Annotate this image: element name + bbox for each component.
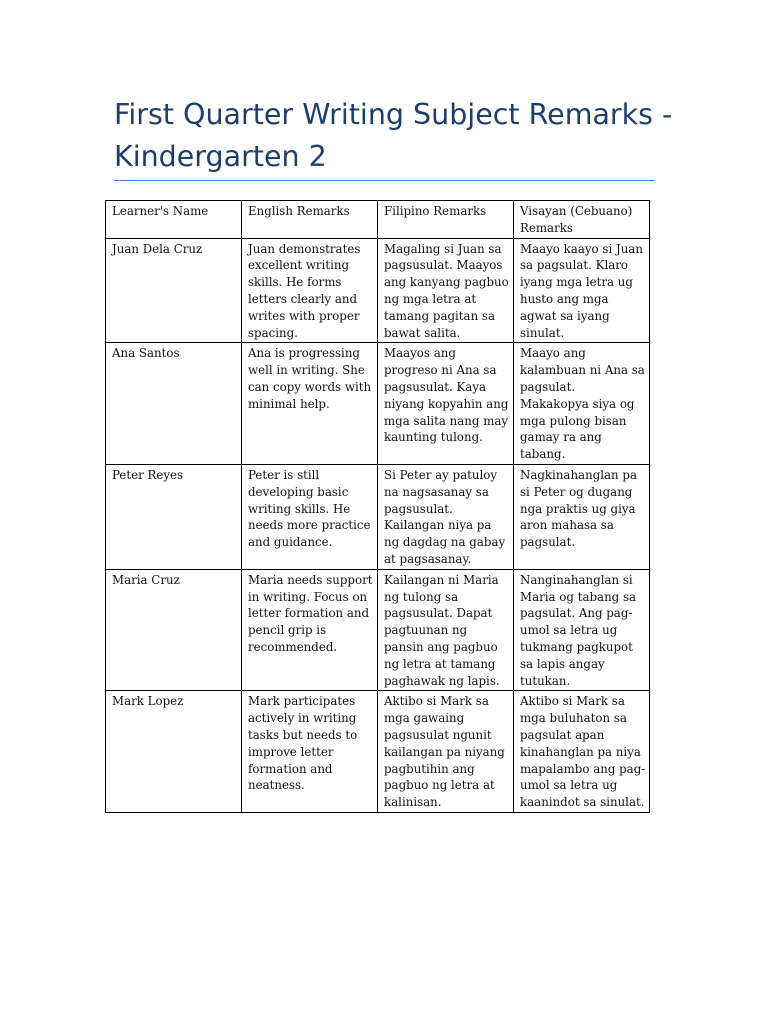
filipino-remarks-cell: Maayos ang progreso ni Ana sa pagsusulat. Kaya niyang kopyahin ang mga salita nang may kaunting tulong.: [378, 343, 514, 465]
filipino-remarks-cell: Magaling si Juan sa pagsusulat. Maayos ang kanyang pagbuo ng mga letra at tamang pagitan sa bawat salita.: [378, 238, 514, 343]
learner-name-cell: Maria Cruz: [106, 569, 242, 691]
header-visayan-remarks: Visayan (Cebuano) Remarks: [514, 201, 650, 239]
header-english-remarks: English Remarks: [242, 201, 378, 239]
filipino-remarks-cell: Si Peter ay patuloy na nagsasanay sa pagsusulat. Kailangan niya pa ng dagdag na gabay at pagsasanay.: [378, 464, 514, 569]
learner-name-cell: Mark Lopez: [106, 691, 242, 813]
english-remarks-cell: Maria needs support in writing. Focus on letter formation and pencil grip is recommended.: [242, 569, 378, 691]
learner-name-cell: Peter Reyes: [106, 464, 242, 569]
english-remarks-cell: Peter is still developing basic writing skills. He needs more practice and guidance.: [242, 464, 378, 569]
filipino-remarks-cell: Kailangan ni Maria ng tulong sa pagsusulat. Dapat pagtuunan ng pansin ang pagbuo ng letra at tamang paghawak ng lapis.: [378, 569, 514, 691]
english-remarks-cell: Juan demonstrates excellent writing skills. He forms letters clearly and writes with proper spacing.: [242, 238, 378, 343]
table-row: [106, 691, 650, 813]
table-row: [106, 343, 650, 465]
remarks-table: [105, 200, 650, 813]
learner-name-cell: Juan Dela Cruz: [106, 238, 242, 343]
table-row: [106, 464, 650, 569]
visayan-remarks-cell: Maayo kaayo si Juan sa pagsulat. Klaro iyang mga letra ug husto ang mga agwat sa iyang sinulat.: [514, 238, 650, 343]
table-header-row: [106, 201, 650, 239]
visayan-remarks-cell: Aktibo si Mark sa mga buluhaton sa pagsulat apan kinahanglan pa niya mapalambo ang pag-umol sa letra ug kaanindot sa sinulat.: [514, 691, 650, 813]
visayan-remarks-cell: Nanginahanglan si Maria og tabang sa pagsulat. Ang pag-umol sa letra ug tukmang pagkupot sa lapis angay tutukan.: [514, 569, 650, 691]
visayan-remarks-cell: Maayo ang kalambuan ni Ana sa pagsulat. Makakopya siya og mga pulong bisan gamay ra ang tabang.: [514, 343, 650, 465]
header-learners-name: Learner's Name: [106, 201, 242, 239]
header-filipino-remarks: Filipino Remarks: [378, 201, 514, 239]
english-remarks-cell: Mark participates actively in writing tasks but needs to improve letter formation and neatness.: [242, 691, 378, 813]
table-row: [106, 238, 650, 343]
english-remarks-cell: Ana is progressing well in writing. She can copy words with minimal help.: [242, 343, 378, 465]
learner-name-cell: Ana Santos: [106, 343, 242, 465]
table-row: [106, 569, 650, 691]
visayan-remarks-cell: Nagkinahanglan pa si Peter og dugang nga praktis ug giya aron mahasa sa pagsulat.: [514, 464, 650, 569]
document-title: First Quarter Writing Subject Remarks - Kindergarten 2: [114, 98, 673, 173]
filipino-remarks-cell: Aktibo si Mark sa mga gawaing pagsusulat ngunit kailangan pa niyang pagbutihin ang pagbuo ng letra at kalinisan.: [378, 691, 514, 813]
title-underline: [114, 180, 655, 181]
